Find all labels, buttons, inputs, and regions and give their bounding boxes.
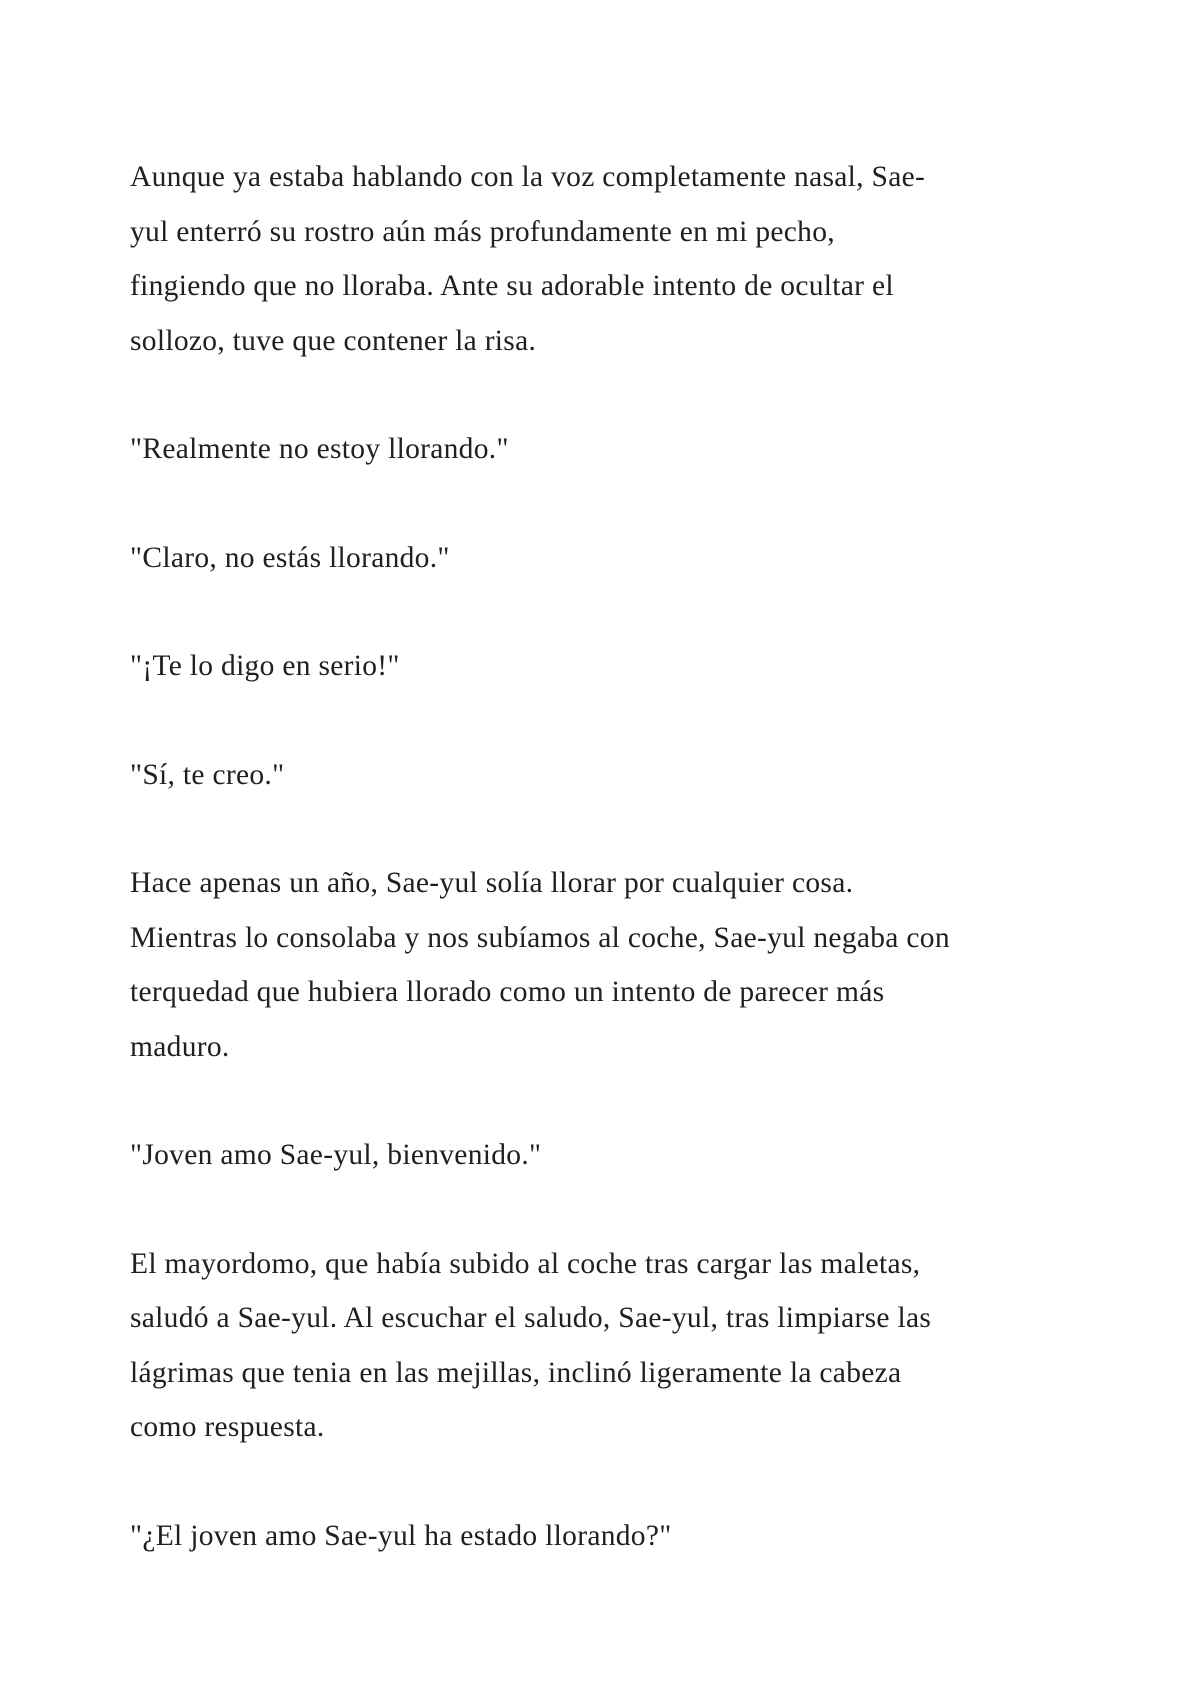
text-line: Hace apenas un año, Sae-yul solía llorar por cualquier cosa. — [130, 867, 854, 899]
text-line: El mayordomo, que había subido al coche tras cargar las maletas, — [130, 1247, 921, 1280]
paragraph-dialogue-4 — [130, 748, 1090, 803]
text-line: saludó a Sae-yul. Al escuchar el saludo, Sae-yul, tras limpiarse las — [130, 1302, 932, 1334]
text-line: terquedad que hubiera llorado como un intento de parecer más — [130, 976, 885, 1008]
paragraph-dialogue-5 — [130, 1128, 1090, 1183]
text-line: "Sí, te creo." — [130, 758, 285, 791]
text-line: lágrimas que tenia en las mejillas, inclinó ligeramente la cabeza — [130, 1356, 902, 1389]
text-line: "Joven amo Sae-yul, bienvenido." — [130, 1139, 542, 1171]
text-line: fingiendo que no lloraba. Ante su adorable intento de ocultar el — [130, 270, 894, 302]
text-line: yul enterró su rostro aún más profundamente en mi pecho, — [130, 215, 835, 248]
text-line: "¡Te lo digo en serio!" — [130, 650, 400, 682]
paragraph-dialogue-3 — [130, 639, 1090, 694]
paragraph-narration-2 — [130, 856, 1090, 1074]
paragraph-dialogue-6 — [130, 1509, 1090, 1564]
text-line: "Claro, no estás llorando." — [130, 541, 450, 574]
text-line: "Realmente no estoy llorando." — [130, 433, 509, 465]
text-line: Mientras lo consolaba y nos subíamos al coche, Sae-yul negaba con — [130, 921, 950, 954]
text-line: "¿El joven amo Sae-yul ha estado llorando?" — [130, 1519, 672, 1552]
text-line: como respuesta. — [130, 1411, 325, 1443]
paragraph-dialogue-2 — [130, 531, 1090, 586]
text-line: Aunque ya estaba hablando con la voz completamente nasal, Sae- — [130, 161, 926, 193]
text-line: maduro. — [130, 1030, 230, 1063]
paragraph-dialogue-1 — [130, 422, 1090, 477]
paragraph-narration-3 — [130, 1237, 1090, 1455]
paragraph-narration-1 — [130, 150, 1090, 368]
text-line: sollozo, tuve que contener la risa. — [130, 324, 537, 357]
document-body — [130, 150, 1090, 1617]
